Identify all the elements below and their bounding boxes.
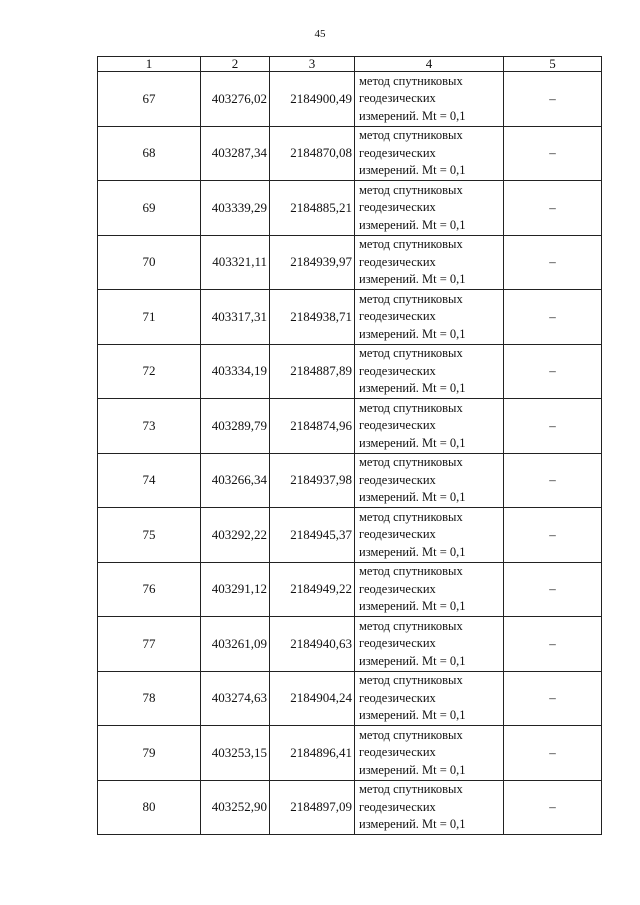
method-cell	[355, 72, 504, 127]
table-row	[98, 671, 602, 726]
x-coordinate-cell: 403321,11	[201, 235, 270, 290]
table-row	[98, 726, 602, 781]
y-coordinate-cell: 2184945,37	[270, 508, 355, 563]
y-coordinate-cell: 2184887,89	[270, 344, 355, 399]
header-cell-3: 3	[270, 57, 355, 72]
method-cell	[355, 290, 504, 345]
note-dash-cell: –	[504, 726, 602, 781]
method-cell	[355, 453, 504, 508]
header-cell-1: 1	[98, 57, 201, 72]
point-number-cell: 74	[98, 453, 201, 508]
x-coordinate-cell: 403339,29	[201, 181, 270, 236]
method-line: измерений. Mt = 0,1	[359, 817, 466, 831]
method-line: геодезических	[359, 745, 436, 759]
method-line: измерений. Mt = 0,1	[359, 381, 466, 395]
method-line: геодезических	[359, 418, 436, 432]
x-coordinate-cell: 403274,63	[201, 671, 270, 726]
y-coordinate-cell: 2184900,49	[270, 72, 355, 127]
method-line: геодезических	[359, 200, 436, 214]
method-line: измерений. Mt = 0,1	[359, 163, 466, 177]
method-cell	[355, 235, 504, 290]
method-line: метод спутниковых	[359, 237, 463, 251]
table-body	[98, 72, 602, 835]
table-row	[98, 780, 602, 835]
y-coordinate-cell: 2184938,71	[270, 290, 355, 345]
table-row	[98, 399, 602, 454]
method-line: геодезических	[359, 145, 436, 160]
method-line: метод спутниковых	[359, 346, 463, 360]
x-coordinate-cell: 403261,09	[201, 617, 270, 672]
point-number-cell: 68	[98, 126, 201, 181]
method-line: метод спутниковых	[359, 782, 463, 796]
table-row	[98, 344, 602, 399]
y-coordinate-cell: 2184937,98	[270, 453, 355, 508]
method-line: измерений. Mt = 0,1	[359, 599, 466, 613]
note-dash-cell: –	[504, 181, 602, 236]
method-line: геодезических	[359, 636, 436, 650]
method-cell	[355, 780, 504, 835]
method-cell	[355, 399, 504, 454]
point-number-cell: 70	[98, 235, 201, 290]
method-line: метод спутниковых	[359, 291, 463, 306]
method-cell	[355, 617, 504, 672]
header-row	[98, 57, 602, 72]
method-cell	[355, 181, 504, 236]
table-row	[98, 562, 602, 617]
method-line: измерений. Mt = 0,1	[359, 490, 466, 504]
method-line: метод спутниковых	[359, 618, 463, 633]
table-row	[98, 508, 602, 563]
method-line: измерений. Mt = 0,1	[359, 272, 466, 286]
x-coordinate-cell: 403334,19	[201, 344, 270, 399]
method-line: метод спутниковых	[359, 509, 463, 524]
table-header	[98, 57, 602, 72]
note-dash-cell: –	[504, 235, 602, 290]
note-dash-cell: –	[504, 780, 602, 835]
method-line: метод спутниковых	[359, 400, 463, 415]
point-number-cell: 71	[98, 290, 201, 345]
method-line: измерений. Mt = 0,1	[359, 108, 466, 123]
point-number-cell: 76	[98, 562, 201, 617]
note-dash-cell: –	[504, 508, 602, 563]
method-line: метод спутниковых	[359, 128, 463, 142]
x-coordinate-cell: 403252,90	[201, 780, 270, 835]
header-cell-4: 4	[355, 57, 504, 72]
method-line: геодезических	[359, 690, 436, 705]
x-coordinate-cell: 403253,15	[201, 726, 270, 781]
y-coordinate-cell: 2184874,96	[270, 399, 355, 454]
note-dash-cell: –	[504, 617, 602, 672]
method-cell	[355, 344, 504, 399]
note-dash-cell: –	[504, 72, 602, 127]
point-number-cell: 72	[98, 344, 201, 399]
table-row	[98, 617, 602, 672]
method-line: метод спутниковых	[359, 673, 463, 687]
header-cell-2: 2	[201, 57, 270, 72]
method-line: геодезических	[359, 472, 436, 487]
method-line: измерений. Mt = 0,1	[359, 217, 466, 232]
y-coordinate-cell: 2184896,41	[270, 726, 355, 781]
method-line: измерений. Mt = 0,1	[359, 762, 466, 777]
point-number-cell: 75	[98, 508, 201, 563]
method-line: измерений. Mt = 0,1	[359, 544, 466, 559]
y-coordinate-cell: 2184949,22	[270, 562, 355, 617]
note-dash-cell: –	[504, 562, 602, 617]
method-cell	[355, 726, 504, 781]
y-coordinate-cell: 2184885,21	[270, 181, 355, 236]
table-row	[98, 126, 602, 181]
method-line: измерений. Mt = 0,1	[359, 435, 466, 450]
x-coordinate-cell: 403291,12	[201, 562, 270, 617]
y-coordinate-cell: 2184939,97	[270, 235, 355, 290]
x-coordinate-cell: 403276,02	[201, 72, 270, 127]
method-line: метод спутниковых	[359, 73, 463, 88]
point-number-cell: 79	[98, 726, 201, 781]
note-dash-cell: –	[504, 671, 602, 726]
method-line: геодезических	[359, 309, 436, 323]
method-line: геодезических	[359, 363, 436, 378]
x-coordinate-cell: 403287,34	[201, 126, 270, 181]
method-cell	[355, 126, 504, 181]
method-line: измерений. Mt = 0,1	[359, 708, 466, 722]
point-number-cell: 77	[98, 617, 201, 672]
method-line: измерений. Mt = 0,1	[359, 326, 466, 341]
page-number: 45	[314, 28, 326, 40]
y-coordinate-cell: 2184870,08	[270, 126, 355, 181]
table-row	[98, 453, 602, 508]
header-cell-5: 5	[504, 57, 602, 72]
y-coordinate-cell: 2184897,09	[270, 780, 355, 835]
method-line: геодезических	[359, 254, 436, 269]
table-row	[98, 181, 602, 236]
method-cell	[355, 508, 504, 563]
table-row	[98, 290, 602, 345]
note-dash-cell: –	[504, 453, 602, 508]
point-number-cell: 78	[98, 671, 201, 726]
method-line: измерений. Mt = 0,1	[359, 653, 466, 668]
method-line: геодезических	[359, 799, 436, 814]
point-number-cell: 80	[98, 780, 201, 835]
x-coordinate-cell: 403266,34	[201, 453, 270, 508]
method-line: метод спутниковых	[359, 182, 463, 197]
point-number-cell: 67	[98, 72, 201, 127]
x-coordinate-cell: 403292,22	[201, 508, 270, 563]
note-dash-cell: –	[504, 344, 602, 399]
method-line: метод спутниковых	[359, 455, 463, 469]
y-coordinate-cell: 2184904,24	[270, 671, 355, 726]
method-line: метод спутниковых	[359, 564, 463, 578]
method-line: геодезических	[359, 91, 436, 105]
coordinates-table	[97, 56, 602, 835]
method-cell	[355, 671, 504, 726]
method-cell	[355, 562, 504, 617]
table-row	[98, 72, 602, 127]
method-line: геодезических	[359, 581, 436, 596]
note-dash-cell: –	[504, 399, 602, 454]
x-coordinate-cell: 403289,79	[201, 399, 270, 454]
point-number-cell: 69	[98, 181, 201, 236]
point-number-cell: 73	[98, 399, 201, 454]
x-coordinate-cell: 403317,31	[201, 290, 270, 345]
note-dash-cell: –	[504, 290, 602, 345]
y-coordinate-cell: 2184940,63	[270, 617, 355, 672]
note-dash-cell: –	[504, 126, 602, 181]
method-line: метод спутниковых	[359, 727, 463, 742]
method-line: геодезических	[359, 527, 436, 541]
table-row	[98, 235, 602, 290]
